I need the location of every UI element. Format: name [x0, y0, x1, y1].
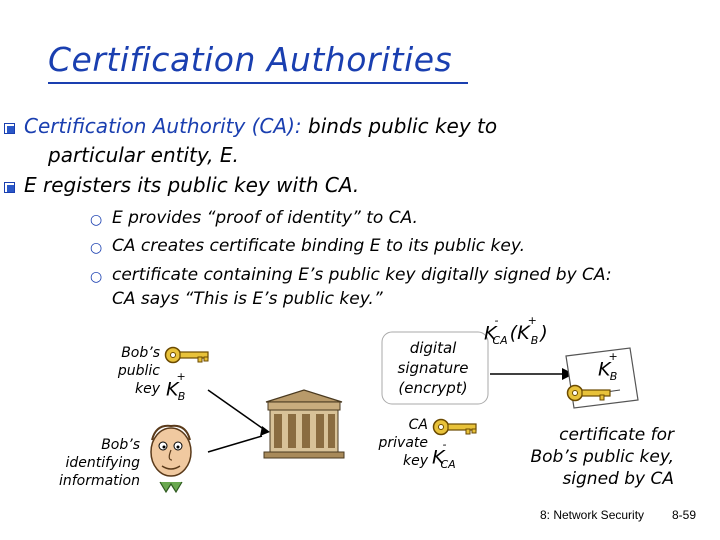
ca-building-icon: [262, 388, 346, 460]
ca-private-key-label: CA private key: [378, 417, 428, 469]
bob-identifying-label: Bob’s identifying information: [58, 437, 140, 489]
sub-bullet-2: CA creates certificate binding E to its public key.: [112, 236, 525, 256]
footer-page-number: 8-59: [672, 508, 697, 522]
bullet-square-icon: [4, 182, 15, 193]
sub-bullet-3-cont: CA says “This is E’s public key.”: [112, 289, 383, 309]
bullet-1-prefix: Certification Authority (CA):: [24, 114, 302, 138]
sub-bullet-1: E provides “proof of identity” to CA.: [112, 208, 418, 228]
title-underline: [48, 82, 468, 84]
bullet-2: E registers its public key with CA.: [24, 173, 360, 197]
sub-bullet-3: certificate containing E’s public key digitally signed by CA:: [112, 265, 612, 285]
bullet-1-text: binds public key to: [301, 114, 498, 138]
bullet-1-line2: particular entity, E.: [48, 143, 239, 167]
kb-certificate-key: $K^+_B$: [598, 350, 618, 384]
sub-bullet-circle-icon: ○: [90, 269, 103, 285]
footer-chapter: 8: Network Security: [540, 508, 645, 522]
sub-bullet-circle-icon: ○: [90, 240, 103, 256]
certificate-key-icon: [566, 382, 614, 404]
kb-public-key: $K^+_B$: [166, 370, 186, 404]
ca-key-icon: [432, 416, 480, 438]
sub-bullet-circle-icon: ○: [90, 212, 103, 228]
slide-title: Certification Authorities: [48, 40, 453, 79]
certificate-label: certificate for Bob’s public key, signed by CA: [530, 425, 674, 489]
bob-public-key-label: Bob’s public key: [117, 345, 160, 397]
bullet-square-icon: [4, 123, 15, 134]
bob-face-icon: [142, 418, 200, 500]
bullet-1: [24, 114, 497, 138]
digital-signature-label: digital signature (encrypt): [397, 339, 469, 397]
kca-private-key: $K^-_{CA}$: [432, 438, 456, 472]
signed-certificate-expression: $K^-_{CA}$ ($K^+_B$ ): [484, 314, 548, 348]
